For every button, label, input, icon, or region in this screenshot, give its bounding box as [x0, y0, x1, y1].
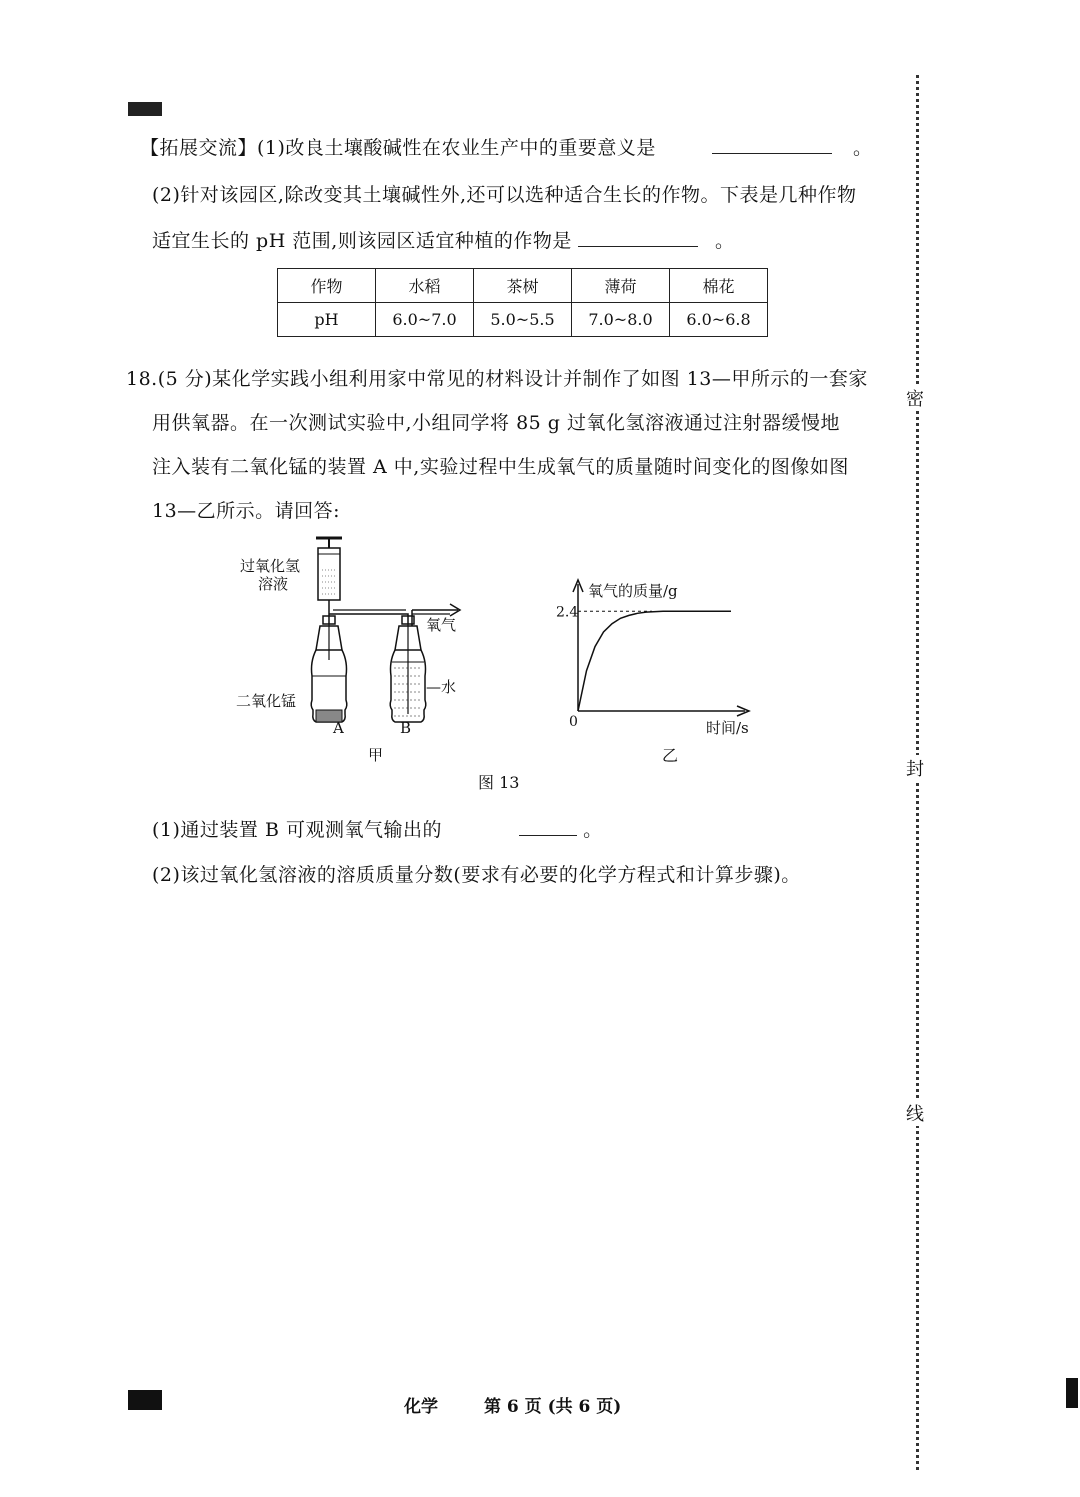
syringe [316, 538, 342, 624]
mno2-label: 二氧化锰 [236, 692, 297, 710]
footer-subject: 化学 [404, 1397, 438, 1417]
footer-page: 第 6 页 (共 6 页) [484, 1397, 622, 1417]
figure-caption: 图 13 [478, 773, 520, 792]
answer-blank[interactable] [712, 137, 832, 154]
series-line [578, 611, 731, 711]
edge-mark [1066, 1378, 1078, 1408]
q18-line-2: 用供氧器。在一次测试实验中,小组同学将 85 g 过氧化氢溶液通过注射器缓慢地 [152, 412, 840, 434]
q18-line-1: 18.(5 分)某化学实践小组利用家中常见的材料设计并制作了如图 13—甲所示的一套家 [126, 368, 868, 390]
rail-char-line: 线 [906, 1100, 924, 1126]
bottle-a [311, 616, 347, 722]
rail-char-cover: 封 [906, 755, 924, 781]
panel-caption-jia: 甲 [368, 746, 384, 764]
table-header-cell: 茶树 [474, 269, 572, 303]
table-header-cell: 水稻 [376, 269, 474, 303]
footer-mark [128, 1390, 162, 1410]
oxygen-mass-chart [540, 570, 780, 770]
bottle-b [390, 616, 426, 722]
answer-blank[interactable] [519, 819, 577, 836]
table-header-cell: 棉花 [670, 269, 768, 303]
origin-label: 0 [569, 714, 578, 730]
q18-line-3: 注入装有二氧化锰的装置 A 中,实验过程中生成氧气的质量随时间变化的图像如图 [152, 456, 849, 478]
table-cell: 7.0~8.0 [572, 303, 670, 337]
oxygen-label: 氧气 [426, 616, 457, 634]
table-cell: pH [278, 303, 376, 337]
expand-question-2-cont: 适宜生长的 pH 范围,则该园区适宜种植的作物是 。 [152, 230, 735, 252]
panel-caption-yi: 乙 [662, 746, 679, 765]
table-row [278, 269, 768, 303]
apparatus-diagram [230, 530, 490, 770]
rail-char-seal: 密 [906, 385, 924, 411]
table-header-cell: 薄荷 [572, 269, 670, 303]
h2o2-label-1: 过氧化氢 [240, 557, 301, 575]
q18-sub-2: (2)该过氧化氢溶液的溶质质量分数(要求有必要的化学方程式和计算步骤)。 [152, 864, 801, 886]
table-header-cell: 作物 [278, 269, 376, 303]
bottle-a-label: A [333, 719, 344, 737]
y-tick-label: 2.4 [556, 604, 579, 621]
q18-line-4: 13—乙所示。请回答: [152, 500, 341, 522]
expand-question-2: (2)针对该园区,除改变其土壤碱性外,还可以选种适合生长的作物。下表是几种作物 [152, 184, 857, 206]
crop-ph-table [277, 268, 768, 337]
y-axis-label: 氧气的质量/g [588, 582, 678, 600]
bottle-b-label: B [400, 719, 412, 737]
q18-sub-1: (1)通过装置 B 可观测氧气输出的 。 [152, 819, 603, 841]
table-cell: 6.0~6.8 [670, 303, 768, 337]
answer-blank[interactable] [578, 230, 698, 247]
scribble-mark [128, 102, 162, 116]
table-cell: 5.0~5.5 [474, 303, 572, 337]
h2o2-label-2: 溶液 [258, 575, 289, 593]
expand-question-1: 【拓展交流】(1)改良土壤酸碱性在农业生产中的重要意义是 。 [140, 137, 873, 159]
table-cell: 6.0~7.0 [376, 303, 474, 337]
table-row [278, 303, 768, 337]
x-axis-label: 时间/s [706, 719, 749, 737]
water-label: —水 [426, 678, 457, 696]
